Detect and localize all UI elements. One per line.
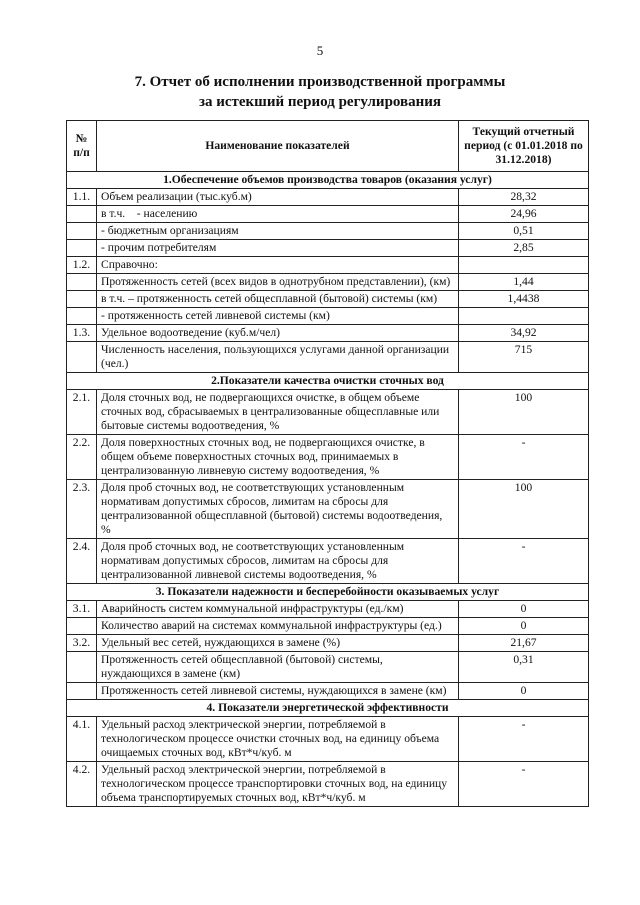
row-num: 2.4.	[67, 539, 97, 584]
row-name: Численность населения, пользующихся услугами данной организации (чел.)	[97, 342, 459, 373]
header-num: № п/п	[67, 121, 97, 172]
row-num: 3.2.	[67, 635, 97, 652]
section-title: 3. Показатели надежности и бесперебойности оказываемых услуг	[67, 584, 589, 601]
row-num	[67, 618, 97, 635]
row-value: 24,96	[459, 206, 589, 223]
row-name: Доля проб сточных вод, не соответствующих установленным нормативам допустимых сбросов, лимитам на сбросы для централизованной общесплавной (бытовой) системы водоотведения, %	[97, 480, 459, 539]
row-name: Доля сточных вод, не подвергающихся очистке, в общем объеме сточных вод, сбрасываемых в централизованные общесплавные или бытовые системы водоотведения, %	[97, 390, 459, 435]
row-num	[67, 274, 97, 291]
row-value: 1,44	[459, 274, 589, 291]
row-num	[67, 206, 97, 223]
row-value: 0	[459, 618, 589, 635]
row-num	[67, 240, 97, 257]
row-num	[67, 291, 97, 308]
row-name: Аварийность систем коммунальной инфраструктуры (ед./км)	[97, 601, 459, 618]
report-title	[0, 72, 640, 112]
row-num	[67, 342, 97, 373]
table-row	[67, 240, 589, 257]
row-num	[67, 683, 97, 700]
row-value: 0,31	[459, 652, 589, 683]
row-value	[459, 257, 589, 274]
section-header	[67, 700, 589, 717]
row-name: Удельное водоотведение (куб.м/чел)	[97, 325, 459, 342]
section-title: 1.Обеспечение объемов производства товаров (оказания услуг)	[67, 172, 589, 189]
table-row	[67, 308, 589, 325]
row-num: 1.3.	[67, 325, 97, 342]
row-value: -	[459, 717, 589, 762]
row-name: Количество аварий на системах коммунальной инфраструктуры (ед.)	[97, 618, 459, 635]
row-value: 34,92	[459, 325, 589, 342]
report-title-line-2: за истекший период регулирования	[198, 94, 442, 110]
row-value: 100	[459, 480, 589, 539]
row-name: Справочно:	[97, 257, 459, 274]
row-value: 21,67	[459, 635, 589, 652]
row-num: 4.2.	[67, 762, 97, 807]
row-num: 2.2.	[67, 435, 97, 480]
row-value: 0,51	[459, 223, 589, 240]
row-value: 715	[459, 342, 589, 373]
row-value: 2,85	[459, 240, 589, 257]
row-name: Доля проб сточных вод, не соответствующих установленным нормативам допустимых сбросов, лимитам на сбросы для централизованной ливневой системы водоотведения, %	[97, 539, 459, 584]
table-row	[67, 291, 589, 308]
table-row	[67, 257, 589, 274]
row-value: -	[459, 435, 589, 480]
row-value: -	[459, 539, 589, 584]
section-title: 4. Показатели энергетической эффективности	[67, 700, 589, 717]
row-name: Удельный расход электрической энергии, потребляемой в технологическом процессе очистки сточных вод, на единицу объема очищаемых сточных вод, кВт*ч/куб. м	[97, 717, 459, 762]
table-row	[67, 206, 589, 223]
row-name: - прочим потребителям	[97, 240, 459, 257]
row-value: 0	[459, 601, 589, 618]
table-row	[67, 683, 589, 700]
row-name: Удельный расход электрической энергии, потребляемой в технологическом процессе транспортировки сточных вод, на единицу объема транспортируемых сточных вод, кВт*ч/куб. м	[97, 762, 459, 807]
header-name: Наименование показателей	[97, 121, 459, 172]
row-value	[459, 308, 589, 325]
table-row	[67, 618, 589, 635]
table-row	[67, 189, 589, 206]
table-row	[67, 635, 589, 652]
section-title: 2.Показатели качества очистки сточных вод	[67, 373, 589, 390]
table-row	[67, 274, 589, 291]
row-name: - бюджетным организациям	[97, 223, 459, 240]
row-num: 3.1.	[67, 601, 97, 618]
table-row	[67, 601, 589, 618]
row-name: Удельный вес сетей, нуждающихся в замене (%)	[97, 635, 459, 652]
row-value: -	[459, 762, 589, 807]
row-value: 0	[459, 683, 589, 700]
table-row	[67, 435, 589, 480]
row-name: Протяженность сетей ливневой системы, нуждающихся в замене (км)	[97, 683, 459, 700]
row-num: 2.3.	[67, 480, 97, 539]
section-header	[67, 373, 589, 390]
row-num: 2.1.	[67, 390, 97, 435]
row-name: в т.ч. - населению	[97, 206, 459, 223]
row-value: 28,32	[459, 189, 589, 206]
row-name: Протяженность сетей общесплавной (бытовой) системы, нуждающихся в замене (км)	[97, 652, 459, 683]
report-title-line-1: 7. Отчет об исполнении производственной программы	[134, 74, 506, 90]
row-num	[67, 308, 97, 325]
row-name: Объем реализации (тыс.куб.м)	[97, 189, 459, 206]
row-name: в т.ч. – протяженность сетей общесплавной (бытовой) системы (км)	[97, 291, 459, 308]
row-value: 1,4438	[459, 291, 589, 308]
report-table	[66, 120, 589, 807]
section-header	[67, 172, 589, 189]
row-name: Протяженность сетей (всех видов в однотрубном представлении), (км)	[97, 274, 459, 291]
table-row	[67, 652, 589, 683]
row-name: - протяженность сетей ливневой системы (км)	[97, 308, 459, 325]
row-name: Доля поверхностных сточных вод, не подвергающихся очистке, в общем объеме поверхностных сточных вод, принимаемых в централизованную ливневую систему водоотведения, %	[97, 435, 459, 480]
row-num	[67, 223, 97, 240]
row-num: 1.1.	[67, 189, 97, 206]
row-value: 100	[459, 390, 589, 435]
table-row	[67, 539, 589, 584]
page-number: 5	[316, 43, 324, 58]
section-header	[67, 584, 589, 601]
row-num: 1.2.	[67, 257, 97, 274]
table-row	[67, 390, 589, 435]
table-row	[67, 762, 589, 807]
table-header-row	[67, 121, 589, 172]
table-row	[67, 342, 589, 373]
table-row	[67, 480, 589, 539]
table-row	[67, 325, 589, 342]
table-row	[67, 223, 589, 240]
row-num	[67, 652, 97, 683]
row-num: 4.1.	[67, 717, 97, 762]
table-row	[67, 717, 589, 762]
header-value: Текущий отчетный период (с 01.01.2018 по 31.12.2018)	[459, 121, 589, 172]
